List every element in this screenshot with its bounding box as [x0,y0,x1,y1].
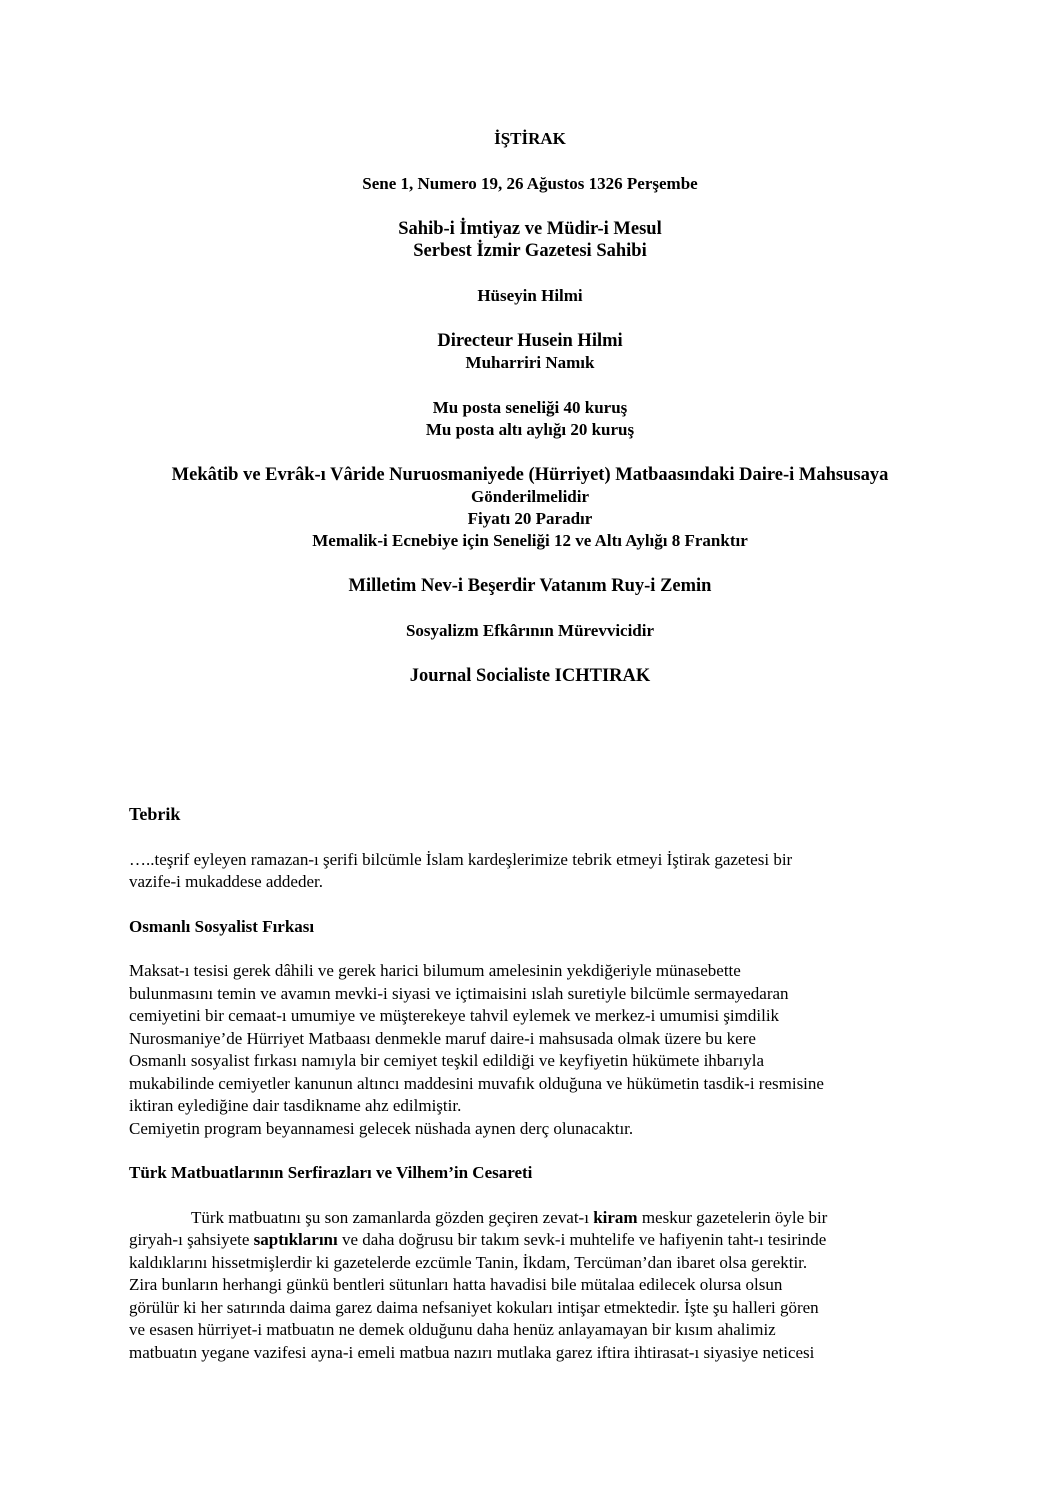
directeur-line: Directeur Husein Hilmi [437,331,623,351]
text-line: ve esasen hürriyet-i matbuatın ne demek olduğunu daha henüz anlayamayan bir kısım ahalimiz [129,1320,776,1339]
text-line: bulunmasını temin ve avamın mevki-i siyasi ve içtimaisini ıslah suretiyle bilcümle sermayedaran [129,983,789,1003]
owner-line-1: Sahib-i İmtiyaz ve Müdir-i Mesul [398,219,662,239]
masthead [0,128,1060,710]
price-yearly: Mu posta seneliği 40 kuruş [432,398,628,417]
price-block [0,397,1060,441]
text-line: Zira bunların herhangi günkü bentleri sütunları hatta havadisi bile mütalaa edilecek olursa olsun [129,1275,783,1294]
address-line-1: Mekâtib ve Evrâk-ı Vâride Nuruosmaniyede (Hürriyet) Matbaasındaki Daire-i Mahsusaya [171,465,889,485]
text-run: meskur gazetelerin öyle bir [637,1207,828,1227]
text-line: Osmanlı sosyalist fırkası namıyla bir cemiyet teşkil edildiği ve keyfiyetin hükümete ihbarıyla [129,1051,764,1070]
bold-word: kiram [593,1207,638,1227]
text-line [129,1207,941,1230]
text-line: vazife-i mukaddese addeder. [129,872,323,891]
bold-word: saptıklarını [253,1230,338,1249]
price-foreign: Memalik-i Ecnebiye için Seneliği 12 ve Altı Aylığı 8 Franktır [312,531,748,550]
motto-block [0,575,1060,597]
owner-block [0,218,1060,262]
subtitle: Sosyalizm Efkârının Mürevvicidir [405,621,655,640]
tebrik-paragraph [129,849,941,894]
text-run: ve daha doğrusu bir takım sevk-i muhtelife ve hafiyenin taht-ı tesirinde [337,1230,827,1249]
text-run: Türk matbuatını şu son zamanlarda gözden geçiren zevat-ı [191,1207,594,1227]
owner-name-block [0,285,1060,307]
osmanli-heading: Osmanlı Sosyalist Fırkası [129,916,315,936]
journal-name: Journal Socialiste ICHTIRAK [409,666,651,686]
text-line: görülür ki her satırında daima garez daima nefsaniyet kokuları intişar etmektedir. İşte şu halleri gören [129,1297,819,1317]
address-block [0,464,1060,552]
masthead-title-block [0,128,1060,150]
article-body [129,803,941,1386]
text-line: Nurosmaniye’de Hürriyet Matbaası denmekle maruf daire-i mahsusada olmak üzere bu kere [129,1028,756,1048]
text-line: iktiran eylediğine dair tasdikname ahz edilmiştir. [129,1096,462,1115]
text-line: Maksat-ı tesisi gerek dâhili ve gerek harici bilumum amelesinin yekdiğeriyle münasebette [129,961,741,980]
text-line [129,1229,941,1252]
turk-heading: Türk Matbuatlarının Serfirazları ve Vilhem’in Cesareti [129,1163,533,1182]
address-line-2: Gönderilmelidir [470,487,590,506]
issue-info: Sene 1, Numero 19, 26 Ağustos 1326 Perşembe [362,174,698,193]
muharrir-line: Muharriri Namık [465,353,595,372]
owner-name: Hüseyin Hilmi [477,286,583,305]
osmanli-paragraph [129,960,941,1140]
text-line: kaldıklarını hissetmişlerdir ki gazetelerde ezcümle Tanin, İkdam, Tercüman’dan ibaret olsa gerektir. [129,1252,808,1272]
price-single: Fiyatı 20 Paradır [467,509,593,528]
newspaper-title: İŞTİRAK [494,129,566,148]
turk-paragraph [129,1207,941,1365]
journal-block [0,665,1060,687]
issue-block [0,173,1060,195]
text-line: matbuatın yegane vazifesi ayna-i emeli matbua nazırı mutlaka garez iftira ihtirasat-ı siyasiye neticesi [129,1342,815,1362]
text-line: Cemiyetin program beyannamesi gelecek nüshada aynen derç olunacaktır. [129,1118,634,1138]
motto: Milletim Nev-i Beşerdir Vatanım Ruy-i Zemin [348,576,712,596]
price-half-year: Mu posta altı aylığı 20 kuruş [425,420,635,439]
text-line: mukabilinde cemiyetler kanunun altıncı maddesini muvafık olduğuna ve hükümetin tasdik-i resmisine [129,1073,824,1093]
editors-block [0,330,1060,374]
owner-line-2: Serbest İzmir Gazetesi Sahibi [413,241,647,261]
text-line: cemiyetini bir cemaat-ı umumiye ve müşterekeye tahvil eylemek ve merkez-i umumisi şimdilik [129,1006,780,1025]
tebrik-heading: Tebrik [129,804,181,824]
text-run: giryah-ı şahsiyete [129,1230,254,1249]
subtitle-block [0,620,1060,642]
text-line: …..teşrif eyleyen ramazan-ı şerifi bilcümle İslam kardeşlerimize tebrik etmeyi İştirak gazetesi bir [129,849,793,869]
